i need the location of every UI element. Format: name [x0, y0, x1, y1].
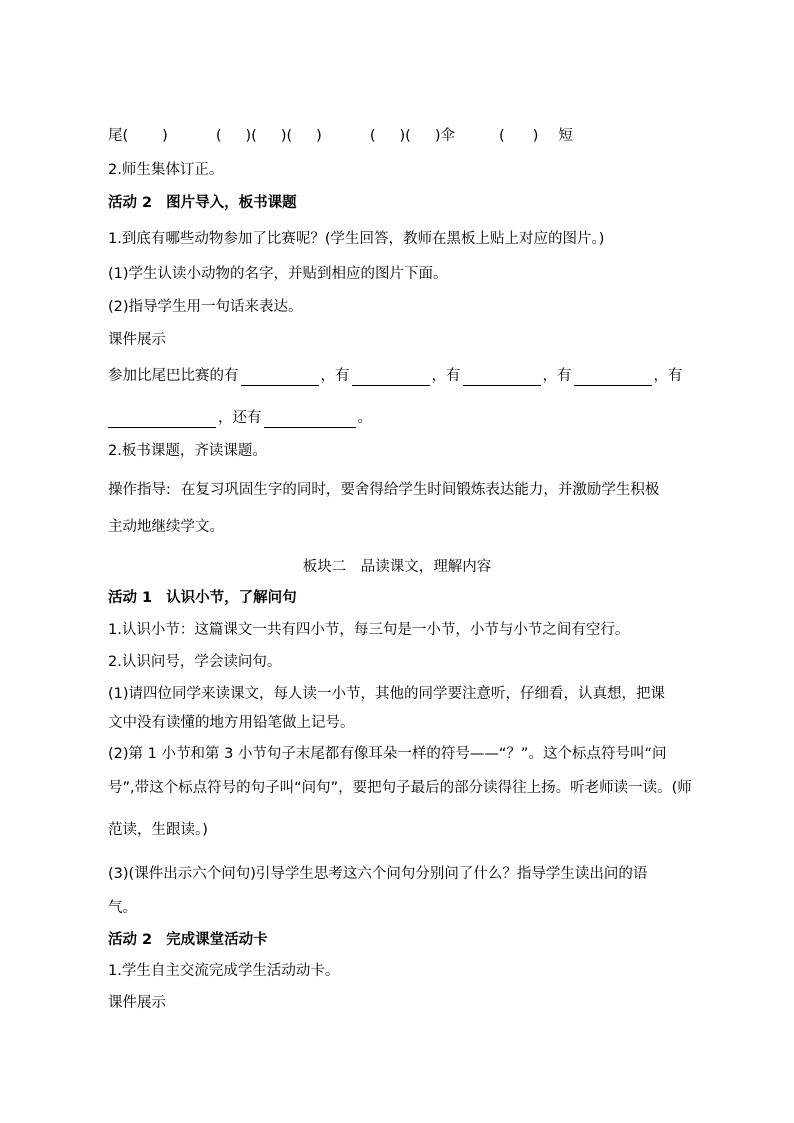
fill-text: ，有 — [320, 368, 350, 384]
paragraph: (2)指导学生用一句话来表达。 — [108, 299, 303, 315]
fill-in-sentence-line1 — [108, 366, 683, 386]
fill-in-sentence-line2 — [108, 408, 372, 428]
char-blank-line — [108, 126, 573, 146]
blank-seg: ( — [499, 128, 505, 144]
fill-text: 参加比尾巴比赛的有 — [108, 368, 239, 384]
blank-seg: 短 — [558, 128, 573, 144]
activity-title: 认识小节，了解问句 — [166, 590, 297, 606]
paragraph: (1)学生认读小动物的名字，并贴到相应的图片下面。 — [108, 266, 448, 282]
paragraph: 课件展示 — [108, 332, 166, 348]
fill-text: 。 — [357, 410, 372, 426]
operation-guide — [108, 480, 659, 500]
blank-seg: 尾( — [108, 128, 129, 144]
fill-text: ，有 — [653, 368, 683, 384]
fill-text: ，还有 — [218, 410, 262, 426]
fill-blank[interactable] — [463, 369, 541, 386]
activity-heading — [108, 193, 297, 213]
blank-seg: ) — [532, 128, 539, 144]
blank-seg: )伞 — [434, 128, 456, 144]
paragraph: (1)请四位同学来读课文，每人读一小节，其他的同学要注意听，仔细看，认真想，把课 — [108, 686, 666, 702]
fill-blank[interactable] — [241, 369, 319, 386]
activity-label: 活动 2 — [108, 195, 153, 211]
paragraph: 2.师生集体订正。 — [108, 162, 224, 178]
fill-text: ，有 — [431, 368, 461, 384]
paragraph: (3)(课件出示六个问句)引导学生思考这六个问句分别问了什么？指导学生读出问的语 — [108, 866, 648, 882]
guide-label: 操作指导: — [108, 482, 171, 498]
blank-seg: ( — [215, 128, 222, 144]
activity-heading — [108, 930, 268, 950]
blank-seg: )( — [245, 128, 257, 144]
activity-title: 图片导入，板书课题 — [166, 195, 297, 211]
paragraph: 号”,带这个标点符号的句子叫“问句”，要把句子最后的部分读得往上扬。听老师读一读。(师 — [108, 780, 692, 796]
activity-title: 完成课堂活动卡 — [166, 932, 268, 948]
activity-label: 活动 2 — [108, 932, 153, 948]
paragraph: 2.板书课题，齐读课题。 — [108, 443, 267, 459]
blank-seg: )( — [399, 128, 411, 144]
fill-blank[interactable] — [574, 369, 652, 386]
fill-text: ，有 — [542, 368, 572, 384]
paragraph: 课件展示 — [108, 995, 166, 1011]
fill-blank[interactable] — [352, 369, 430, 386]
blank-seg: )( — [280, 128, 293, 144]
paragraph: 主动地继续学文。 — [108, 519, 224, 535]
blank-seg: ) — [316, 128, 322, 144]
blank-seg: ) — [162, 128, 168, 144]
fill-blank[interactable] — [108, 411, 216, 428]
blank-seg: ( — [369, 128, 376, 144]
paragraph: 范读，生跟读。) — [108, 822, 208, 838]
paragraph: (2)第 1 小节和第 3 小节句子末尾都有像耳朵一样的符号——“？”。这个标点符号叫“问 — [108, 746, 667, 762]
paragraph: 1.认识小节：这篇课文一共有四小节，每三句是一小节，小节与小节之间有空行。 — [108, 622, 630, 638]
paragraph: 1.学生自主交流完成学生活动动卡。 — [108, 963, 340, 979]
paragraph: 1.到底有哪些动物参加了比赛呢？(学生回答，教师在黑板上贴上对应的图片。) — [108, 231, 605, 247]
paragraph: 文中没有读懂的地方用铅笔做上记号。 — [108, 715, 355, 731]
paragraph: 2.认识问号，学会读问句。 — [108, 654, 282, 670]
activity-label: 活动 1 — [108, 590, 153, 606]
fill-blank[interactable] — [264, 411, 356, 428]
guide-text: 在复习巩固生字的同时，要舍得给学生时间锻炼表达能力，并激励学生积极 — [180, 482, 660, 498]
activity-heading — [108, 588, 297, 608]
paragraph: 气。 — [108, 900, 137, 916]
section-title: 板块二 品读课文，理解内容 — [302, 559, 492, 575]
